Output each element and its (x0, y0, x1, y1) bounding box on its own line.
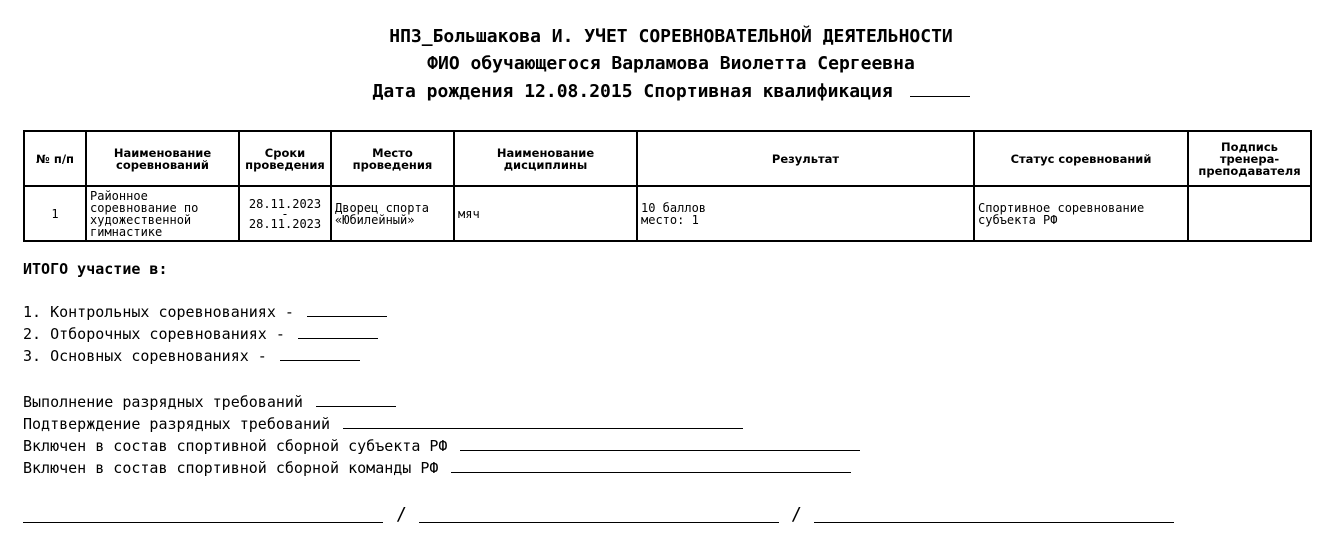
header-dates: Сроки проведения (239, 131, 331, 186)
requirement-label: Подтверждение разрядных требований (23, 415, 331, 433)
signature-line-3 (814, 522, 1174, 523)
competition-table (23, 130, 1312, 242)
cell-dates (239, 186, 331, 241)
summary-item-label: 3. Основных соревнованиях - (23, 347, 267, 365)
result-score: 10 баллов (641, 200, 707, 215)
summary-item-selection (23, 322, 378, 345)
requirement-confirmation (23, 412, 743, 435)
header-status: Статус соревнований (974, 131, 1188, 186)
blank-line (316, 390, 396, 407)
requirement-regional-team (23, 434, 860, 457)
summary-item-control (23, 300, 387, 323)
cell-competition-name: Районное соревнование по художественной гимнастике (86, 186, 239, 241)
requirement-national-team (23, 456, 851, 479)
blank-line (451, 456, 851, 473)
date-separator: - (281, 206, 289, 221)
cell-discipline: мяч (454, 186, 637, 241)
cell-result (637, 186, 974, 241)
header-place: Место проведения (331, 131, 454, 186)
signature-line-1 (23, 522, 383, 523)
summary-title: ИТОГО участие в: (23, 260, 168, 278)
header-num: № п/п (24, 131, 86, 186)
blank-line (343, 412, 743, 429)
header-coach-signature: Подпись тренера-преподавателя (1188, 131, 1311, 186)
date-start: 28.11.2023 (248, 196, 322, 211)
cell-status: Спортивное соревнование субъекта РФ (974, 186, 1188, 241)
blank-line (460, 434, 860, 451)
requirement-label: Включен в состав спортивной сборной субъекта РФ (23, 437, 448, 455)
summary-item-label: 1. Контрольных соревнованиях - (23, 303, 294, 321)
birthdate-qualification-line (0, 80, 1342, 103)
blank-line (307, 300, 387, 317)
requirement-label: Выполнение разрядных требований (23, 393, 303, 411)
qualification-blank (910, 80, 970, 97)
header-discipline: Наименование дисциплины (454, 131, 637, 186)
header-competition-name: Наименование соревнований (86, 131, 239, 186)
summary-item-label: 2. Отборочных соревнованиях - (23, 325, 285, 343)
cell-coach-signature (1188, 186, 1311, 241)
blank-line (280, 344, 360, 361)
student-name-line: ФИО обучающегося Варламова Виолетта Сергеевна (427, 53, 915, 74)
signature-separator: / (396, 504, 407, 525)
date-end: 28.11.2023 (248, 216, 322, 231)
header-result: Результат (637, 131, 974, 186)
signature-separator: / (791, 504, 802, 525)
cell-num: 1 (24, 186, 86, 241)
document-title: НПЗ_Большакова И. УЧЕТ СОРЕВНОВАТЕЛЬНОЙ ДЕЯТЕЛЬНОСТИ (389, 26, 953, 47)
birthdate-qualification-text: Дата рождения 12.08.2015 Спортивная квалификация (372, 81, 893, 102)
result-place: место: 1 (641, 212, 699, 227)
blank-line (298, 322, 378, 339)
signature-line-2 (419, 522, 779, 523)
table-header-row (24, 131, 1311, 186)
requirement-fulfillment (23, 390, 396, 413)
cell-place: Дворец спорта «Юбилейный» (331, 186, 454, 241)
table-row (24, 186, 1311, 241)
summary-item-main (23, 344, 360, 367)
requirement-label: Включен в состав спортивной сборной команды РФ (23, 459, 439, 477)
